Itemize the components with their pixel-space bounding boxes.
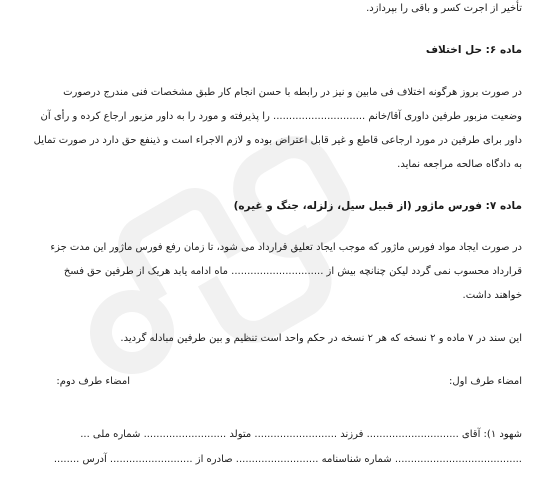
signature-party2: امضاء طرف دوم: xyxy=(56,376,130,387)
article6-line-1: در صورت بروز هرگونه اختلاف فی مابین و نیز در رابطه با حسن انجام کار طبق مشخصات فنی مندرج درصورت xyxy=(63,87,522,98)
article6-line-4: به دادگاه صالحه مراجعه نماید. xyxy=(397,159,522,170)
article6-line-3: داور برای طرفین در مورد ارجاعی قاطع و غیر قابل اعتراض بوده و لازم الاجراء است و ذینفع حق دارد در صورت تمایل xyxy=(33,135,522,146)
intro-line: تأخیر از اجرت کسر و باقی را بپردازد. xyxy=(366,3,522,14)
article7-heading: ماده ۷: فورس ماژور (از قبیل سیل، زلزله، جنگ و غیره) xyxy=(233,200,522,212)
witness-line-1: شهود ۱): آقای ............................. فرزند .......................... متولد .......................... شماره ملی ... xyxy=(80,429,522,440)
article7-line-1: در صورت ایجاد مواد فورس ماژور که موجب ایجاد تعلیق قرارداد می شود، تا زمان رفع فورس ماژور این مدت جزء xyxy=(50,242,522,253)
closing-line: این سند در ۷ ماده و ۲ نسخه که هر ۲ نسخه در حکم واحد است تنظیم و بین طرفین مبادله گردید. xyxy=(120,333,522,344)
signature-party1: امضاء طرف اول: xyxy=(449,376,522,387)
article7-line-3: خواهند داشت. xyxy=(462,290,522,301)
article7-line-2: قرارداد محسوب نمی گردد لیکن چنانچه بیش از ............................. ماه ادامه یابد هریک از طرفین حق فسخ xyxy=(63,266,522,277)
article6-line-2: وضعیت مزبور طرفین داوری آقا/خانم ............................. را پذیرفته و مورد را به داور مزبور ارجاع کرده و رأی آن xyxy=(40,111,522,122)
witness-line-2: ........................................ شماره شناسنامه .......................... صادره از .......................... آدرس ........ xyxy=(53,454,522,465)
article6-heading: ماده ۶: حل اختلاف xyxy=(425,44,522,56)
